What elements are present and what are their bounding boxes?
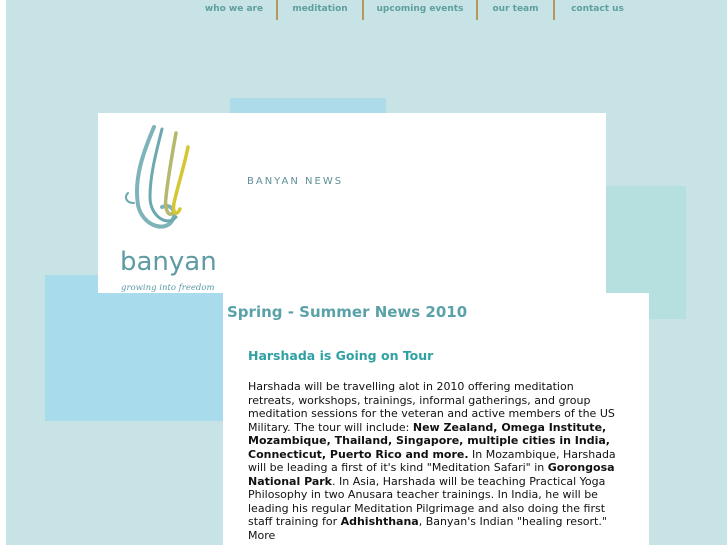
article-text: In Mozambique, Harshada will be leading a first of it's kind "Meditation Safari" in <box>248 447 616 474</box>
article-text-bold: Adhishthana <box>340 515 419 528</box>
nav-meditation[interactable]: meditation <box>292 4 348 14</box>
banyan-logo[interactable] <box>120 125 220 293</box>
logo-tagline: growing into freedom <box>121 283 215 293</box>
banyan-tree-icon <box>120 125 220 250</box>
decor-block <box>45 275 225 421</box>
article-text: , Banyan's Indian "healing resort." More <box>248 515 607 542</box>
left-rail <box>0 0 6 545</box>
logo-wordmark: banyan <box>120 247 217 277</box>
article-body <box>248 380 616 542</box>
nav-who-we-are[interactable]: who we are <box>204 4 264 14</box>
nav-our-team[interactable]: our team <box>492 4 539 14</box>
article-title: Harshada is Going on Tour <box>248 348 434 363</box>
article-text: Harshada will be travelling alot in 2010 offering meditation retreats, workshops, trainings, informal gatherings, and group meditation sessions for the veteran and active members of the US Military. The tour will include: <box>248 380 615 434</box>
decor-block <box>230 98 386 114</box>
content-panel <box>223 293 649 545</box>
page-title: Spring - Summer News 2010 <box>227 303 468 321</box>
article-text-bold: Gorongosa National Park <box>248 461 615 488</box>
top-nav <box>192 0 640 20</box>
nav-upcoming-events[interactable]: upcoming events <box>376 4 464 14</box>
nav-contact-us[interactable]: contact us <box>571 4 624 14</box>
news-heading: BANYAN NEWS <box>247 176 344 187</box>
article-text: . In Asia, Harshada will be teaching Practical Yoga Philosophy in two Anusara teacher trainings. In India, he will be leading his regular Meditation Pilgrimage and also doing the first staff training for <box>248 474 606 528</box>
header-panel <box>98 113 606 293</box>
article-text-bold: New Zealand, Omega Institute, Mozambique, Thailand, Singapore, multiple cities in India, Connecticut, Puerto Rico and more. <box>248 420 610 461</box>
